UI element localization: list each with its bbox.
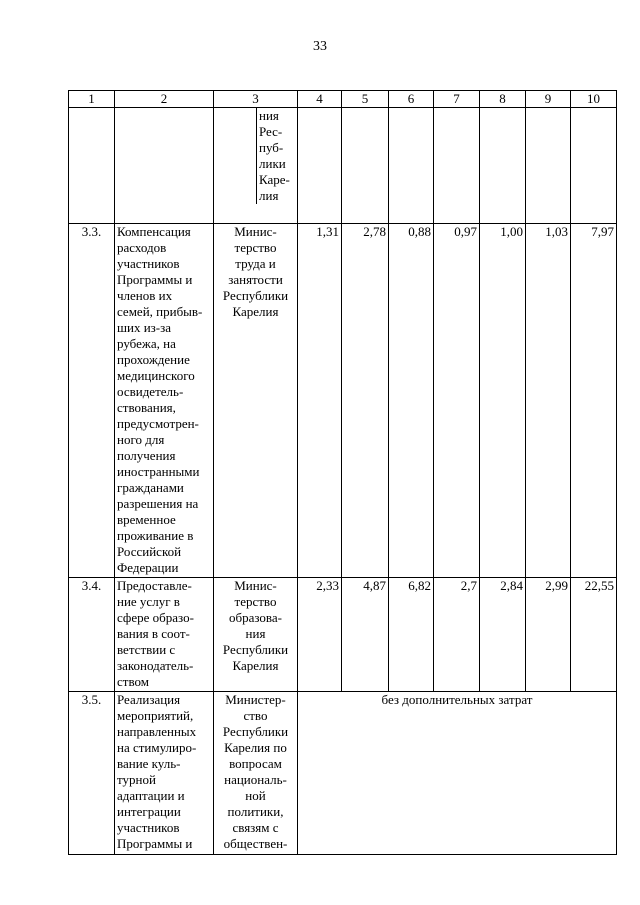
text-line: временное bbox=[117, 512, 176, 527]
text-line: Республики bbox=[222, 642, 289, 657]
cost-note: без дополнительных затрат bbox=[298, 692, 617, 855]
value-cell: 2,33 bbox=[298, 578, 342, 692]
text-line: Республики bbox=[222, 724, 289, 739]
header-cell: 8 bbox=[480, 91, 526, 108]
text-line: Республики bbox=[222, 288, 289, 303]
value-cell: 0,88 bbox=[389, 224, 434, 578]
text-line: националь- bbox=[224, 772, 287, 787]
text-line: разрешения на bbox=[117, 496, 199, 511]
text-line: рубежа, на bbox=[117, 336, 176, 351]
text-line: ной bbox=[245, 788, 266, 803]
text-line: ния bbox=[245, 626, 266, 641]
page-number: 33 bbox=[313, 39, 327, 54]
table-cell bbox=[526, 108, 571, 224]
value-cell: 2,99 bbox=[526, 578, 571, 692]
text-line: гражданами bbox=[117, 480, 184, 495]
header-row bbox=[69, 91, 617, 108]
row-number: 3.3. bbox=[69, 224, 115, 578]
activity-name bbox=[115, 692, 214, 855]
text-line: пуб- bbox=[259, 140, 284, 155]
text-line: ством bbox=[117, 674, 149, 689]
value-cell: 1,31 bbox=[298, 224, 342, 578]
text-line: лия bbox=[259, 188, 279, 203]
table-row bbox=[69, 692, 617, 855]
text-line: Предоставле- bbox=[117, 578, 192, 593]
text-line: терство bbox=[234, 240, 277, 255]
text-line: на стимулиро- bbox=[117, 740, 197, 755]
value-cell: 1,03 bbox=[526, 224, 571, 578]
text-line: Российской bbox=[117, 544, 182, 559]
text-line: Программы и bbox=[117, 272, 193, 287]
text-line: лики bbox=[259, 156, 286, 171]
header-cell: 1 bbox=[69, 91, 115, 108]
text-line: участников bbox=[117, 256, 180, 271]
text-line: ших из-за bbox=[117, 320, 172, 335]
row-number: 3.5. bbox=[69, 692, 115, 855]
program-table bbox=[68, 90, 617, 855]
activity-name bbox=[115, 578, 214, 692]
text-line: турной bbox=[117, 772, 156, 787]
table-cell bbox=[389, 108, 434, 224]
table-cell bbox=[434, 108, 480, 224]
text-line: интеграции bbox=[117, 804, 181, 819]
text-line: Карелия bbox=[232, 304, 279, 319]
value-cell: 2,7 bbox=[434, 578, 480, 692]
text-line: Минис- bbox=[234, 578, 277, 593]
text-line: Федерации bbox=[117, 560, 179, 575]
header-cell: 9 bbox=[526, 91, 571, 108]
value-cell: 6,82 bbox=[389, 578, 434, 692]
text-line: законодатель- bbox=[117, 658, 194, 673]
text-line: сфере образо- bbox=[117, 610, 194, 625]
text-line: вание куль- bbox=[117, 756, 181, 771]
text-line: членов их bbox=[117, 288, 173, 303]
header-cell: 10 bbox=[571, 91, 617, 108]
header-cell: 3 bbox=[214, 91, 298, 108]
text-line: ство bbox=[243, 708, 268, 723]
table-row bbox=[69, 224, 617, 578]
text-line: ствования, bbox=[117, 400, 176, 415]
text-line: освидетель- bbox=[117, 384, 184, 399]
continuation-row bbox=[69, 108, 617, 224]
text-line: труда и bbox=[235, 256, 276, 271]
text-line: Реализация bbox=[117, 692, 181, 707]
text-line: направленных bbox=[117, 724, 197, 739]
table-cell bbox=[115, 108, 214, 224]
text-line: Карелия bbox=[232, 658, 279, 673]
text-line: участников bbox=[117, 820, 180, 835]
text-line: проживание в bbox=[117, 528, 194, 543]
text-line: обществен- bbox=[223, 836, 288, 851]
executor bbox=[214, 692, 298, 855]
executor bbox=[214, 224, 298, 578]
header-cell: 4 bbox=[298, 91, 342, 108]
text-line: ветствии с bbox=[117, 642, 176, 657]
text-line: ния bbox=[259, 108, 279, 123]
value-cell: 2,78 bbox=[342, 224, 389, 578]
text-line: Компенсация bbox=[117, 224, 191, 239]
row-number: 3.4. bbox=[69, 578, 115, 692]
executor-continuation-text bbox=[257, 108, 290, 204]
value-cell: 1,00 bbox=[480, 224, 526, 578]
text-line: образова- bbox=[228, 610, 282, 625]
text-line: адаптации и bbox=[117, 788, 185, 803]
value-cell: 22,55 bbox=[571, 578, 617, 692]
text-line: занятости bbox=[228, 272, 283, 287]
activity-name bbox=[115, 224, 214, 578]
text-line: связям с bbox=[232, 820, 279, 835]
header-cell: 7 bbox=[434, 91, 480, 108]
value-cell: 2,84 bbox=[480, 578, 526, 692]
text-line: иностранными bbox=[117, 464, 200, 479]
table-cell bbox=[342, 108, 389, 224]
text-line: ние услуг в bbox=[117, 594, 180, 609]
value-cell: 0,97 bbox=[434, 224, 480, 578]
text-line: Каре- bbox=[259, 172, 290, 187]
table-cell bbox=[571, 108, 617, 224]
header-cell: 2 bbox=[115, 91, 214, 108]
text-line: вопросам bbox=[229, 756, 282, 771]
text-line: Министер- bbox=[225, 692, 286, 707]
executor bbox=[214, 578, 298, 692]
text-line: получения bbox=[117, 448, 176, 463]
text-line: расходов bbox=[117, 240, 167, 255]
text-line: Карелия по bbox=[224, 740, 287, 755]
table-cell bbox=[69, 108, 115, 224]
text-line: семей, прибыв- bbox=[117, 304, 203, 319]
text-line: предусмотрен- bbox=[117, 416, 199, 431]
value-cell: 4,87 bbox=[342, 578, 389, 692]
executor-continuation-cell bbox=[214, 108, 298, 224]
value-cell: 7,97 bbox=[571, 224, 617, 578]
text-line: медицинского bbox=[117, 368, 195, 383]
table-row bbox=[69, 578, 617, 692]
table-cell bbox=[298, 108, 342, 224]
text-line: политики, bbox=[227, 804, 284, 819]
text-line: терство bbox=[234, 594, 277, 609]
text-line: прохождение bbox=[117, 352, 190, 367]
text-line: вания в соот- bbox=[117, 626, 190, 641]
text-line: ного для bbox=[117, 432, 165, 447]
table-cell bbox=[480, 108, 526, 224]
text-line: Минис- bbox=[234, 224, 277, 239]
text-line: Программы и bbox=[117, 836, 193, 851]
text-line: мероприятий, bbox=[117, 708, 194, 723]
text-line: Рес- bbox=[259, 124, 283, 139]
header-cell: 5 bbox=[342, 91, 389, 108]
header-cell: 6 bbox=[389, 91, 434, 108]
